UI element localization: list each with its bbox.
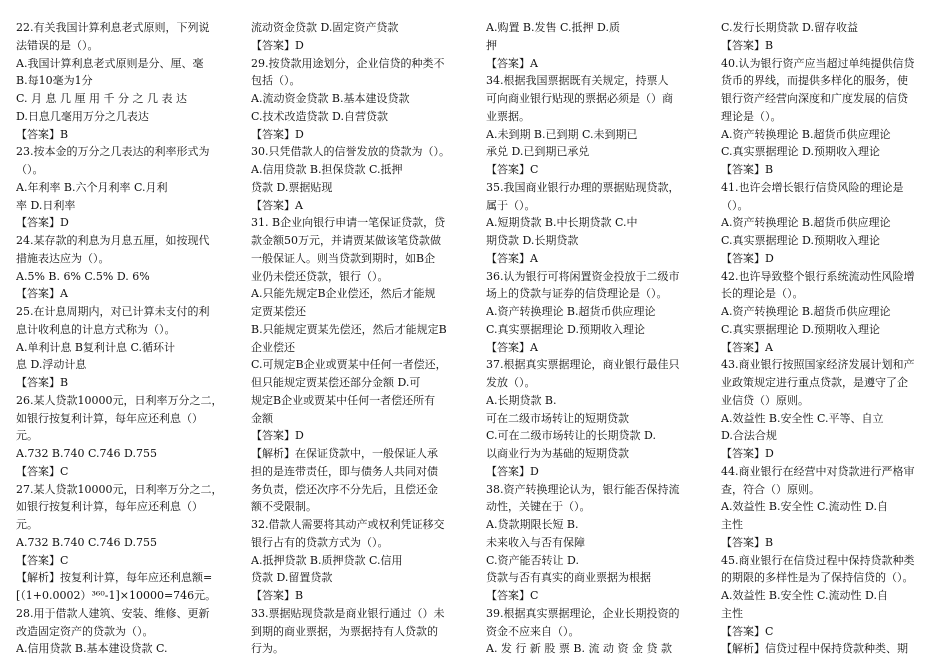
text-line: 【答案】B [251, 589, 304, 602]
text-column-1 [16, 19, 238, 658]
text-line: 【解析】信贷过程中保持贷款种类、期 [721, 642, 908, 656]
text-line: 期贷款 D.长期贷款 [486, 234, 579, 247]
text-line: 企业偿还 [251, 340, 295, 354]
text-line: 业政策规定进行重点贷款，是遵守了企 [721, 376, 908, 389]
text-line: （）。 [16, 163, 44, 176]
text-line: 39.根据真实票据理论，企业长期投资的 [486, 606, 680, 620]
text-line: A.购置 B.发售 C.抵押 D.质 [486, 21, 620, 34]
text-line: 贷款 D.票据贴现 [251, 180, 333, 194]
text-line: 主性 [721, 518, 743, 531]
text-line: 担的是连带责任，即与债务人共同对债 [251, 464, 438, 478]
text-line: 36.认为银行可将闲置资金投放于二级市 [486, 269, 680, 283]
text-line: 45.商业银行在信贷过程中保持贷款种类 [721, 553, 915, 567]
text-line: 规定B企业或贾某中任何一者偿还所有 [251, 393, 436, 407]
text-line: 37.根据真实票据理论，商业银行最佳只 [486, 358, 680, 372]
text-line: 流动资金贷款 D.固定资产贷款 [251, 21, 399, 34]
text-line: C.真实票据理论 D.预期收入理论 [721, 145, 880, 159]
text-line: 【答案】D [721, 447, 774, 460]
text-line: 法错误的是（）。 [16, 38, 99, 52]
text-line: 如银行按复利计算，每年应还利息（） [16, 500, 203, 514]
text-line: 业票据。 [486, 109, 530, 123]
text-line: 元。 [16, 429, 38, 443]
text-line: 业仍未偿还贷款，银行（）。 [251, 269, 389, 283]
text-column-2 [251, 19, 473, 658]
text-line: 理论是（）。 [721, 109, 782, 123]
text-line: 货币的界线，而提供多样化的服务，使 [721, 74, 908, 88]
text-line: A.资产转换理论 B.超货币供应理论 [721, 305, 891, 318]
text-line: 【答案】D [16, 216, 69, 230]
text-line: （）。 [721, 198, 749, 212]
text-line: 28.用于借款人建筑、安装、维修、更新 [16, 606, 210, 620]
text-line: A.长期贷款 B. [486, 393, 557, 407]
text-line: 行为。 [251, 642, 284, 656]
text-line: 场上的贷款与证券的信贷理论是（）。 [486, 287, 668, 301]
text-line: 【答案】A [16, 287, 68, 301]
text-line: 【答案】B [721, 163, 774, 176]
text-line: 息 D.浮动计息 [16, 358, 87, 372]
text-line: 银行占有的贷款方式为（）。 [251, 535, 389, 549]
text-line: A.信用贷款 B.担保贷款 C.抵押 [251, 163, 403, 176]
text-line: A.效益性 B.安全性 C.流动性 D.自 [721, 500, 888, 514]
text-line: 发放（）。 [486, 376, 536, 389]
text-line: 包括（）。 [251, 74, 301, 88]
text-line: C.真实票据理论 D.预期收入理论 [721, 322, 880, 336]
text-line: 贷款与否有真实的商业票据为根据 [486, 571, 651, 585]
text-line: 金额 [251, 411, 273, 425]
text-line: 可向商业银行贴现的票据必须是（）商 [486, 92, 673, 105]
text-line: C.真实票据理论 D.预期收入理论 [721, 234, 880, 247]
text-line: 44.商业银行在经营中对贷款进行严格审 [721, 464, 915, 478]
text-line: A.效益性 B.安全性 C.流动性 D.自 [721, 589, 888, 602]
text-line: 【答案】B [721, 38, 774, 52]
text-line: A.抵押贷款 B.质押贷款 C.信用 [251, 553, 403, 567]
text-line: 定贾某偿还 [251, 305, 306, 318]
text-line: C.资产能否转让 D. [486, 553, 579, 567]
text-line: 29.按贷款用途划分，企业信贷的种类不 [251, 56, 445, 70]
text-line: 息计收利息的计息方式称为（）。 [16, 322, 176, 336]
text-line: 23.按本金的万分之几表达的利率形式为 [16, 145, 210, 159]
text-line: A.流动资金贷款 B.基本建设贷款 [251, 92, 410, 105]
text-line: A.732 B.740 C.746 D.755 [16, 535, 157, 549]
text-line: A. 发 行 新 股 票 B. 流 动 资 金 贷 款 [486, 642, 672, 656]
text-line: C.技术改造贷款 D.自营贷款 [251, 109, 388, 123]
text-line: 以商业行为为基础的短期贷款 [486, 447, 629, 460]
text-line: 押 [486, 38, 497, 52]
text-line: 【答案】B [16, 376, 69, 389]
text-line: 查，符合（）原则。 [721, 482, 820, 496]
text-line: 元。 [16, 518, 38, 531]
text-line: 【答案】C [721, 624, 774, 638]
text-line: A.732 B.740 C.746 D.755 [16, 447, 157, 460]
text-line: 款金额50万元，并请贾某做该笔贷款做 [251, 234, 441, 247]
text-line: 42.也许导致整个银行系统流动性风险增 [721, 269, 915, 283]
text-line: 31. B企业向银行申请一笔保证贷款，贷 [251, 216, 446, 230]
text-line: 【答案】D [251, 38, 304, 52]
text-line: 【答案】A [486, 251, 538, 265]
text-line: 承兑 D.已到期已承兑 [486, 145, 590, 159]
text-line: B.只能规定贾某先偿还，然后才能规定B [251, 322, 447, 336]
text-line: 35.我国商业银行办理的票据贴现贷款， [486, 180, 680, 194]
text-line: 27.某人贷款10000元，日利率万分之二， [16, 482, 223, 496]
text-line: D.合法合规 [721, 429, 777, 443]
text-line: 41.也许会增长银行信贷风险的理论是 [721, 180, 904, 194]
text-line: 一般保证人。则当贷款到期时，如B企 [251, 251, 436, 265]
text-line: C. 月 息 几 厘 用 千 分 之 几 表 达 [16, 92, 187, 105]
text-line: 25.在计息周期内，对已计算未支付的利 [16, 305, 210, 318]
text-line: 【答案】C [16, 553, 69, 567]
text-line: 40.认为银行资产应当超过单纯提供信贷 [721, 56, 915, 70]
text-line: C.发行长期贷款 D.留存收益 [721, 21, 858, 34]
text-line: 银行资产经营向深度和广度发展的信贷 [721, 92, 908, 105]
text-line: 24.某存款的利息为月息五厘，如按现代 [16, 234, 210, 247]
text-line: 【答案】A [486, 340, 538, 354]
text-line: 务负责，偿还次序不分先后，且偿还金 [251, 482, 438, 496]
text-line: 【答案】A [721, 340, 773, 354]
text-line: A.资产转换理论 B.超货币供应理论 [486, 305, 656, 318]
text-line: 动性，关键在于（）。 [486, 500, 591, 514]
text-line: A.只能先规定B企业偿还，然后才能规 [251, 287, 436, 301]
text-line: 额不受限制。 [251, 500, 317, 514]
text-line: [（1+0.0002）³⁶⁰-1]×10000=746元。 [16, 589, 217, 602]
text-line: A.资产转换理论 B.超货币供应理论 [721, 216, 891, 230]
text-line: A.我国计算利息老式原则是分、厘、毫 [16, 56, 204, 70]
text-line: 43.商业银行按照国家经济发展计划和产 [721, 358, 915, 372]
text-line: 【答案】C [486, 589, 539, 602]
text-line: 【答案】A [251, 198, 303, 212]
text-column-3 [486, 19, 708, 658]
text-line: 【解析】按复利计算，每年应还利息额= [16, 571, 213, 585]
text-line: A.单利计息 B复利计息 C.循环计 [16, 340, 176, 354]
text-line: 33.票据贴现贷款是商业银行通过（）未 [251, 606, 445, 620]
text-line: 长的理论是（）。 [721, 287, 804, 301]
text-line: 资金不应来自（）。 [486, 624, 580, 638]
text-line: 属于（）。 [486, 198, 536, 212]
text-line: A.资产转换理论 B.超货币供应理论 [721, 127, 891, 141]
text-line: 贷款 D.留置贷款 [251, 571, 333, 585]
text-line: A.贷款期限长短 B. [486, 518, 579, 531]
text-line: 34.根据我国票据既有关规定，持票人 [486, 74, 669, 88]
text-line: 未来收入与否有保障 [486, 535, 585, 549]
text-line: 改造固定资产的贷款为（）。 [16, 624, 154, 638]
text-line: 业信贷（）原则。 [721, 393, 809, 407]
text-line: 【答案】A [486, 56, 538, 70]
text-line: 【答案】D [251, 127, 304, 141]
text-line: A.5% B. 6% C.5% D. 6% [16, 269, 150, 283]
text-line: 主性 [721, 606, 743, 620]
text-line: A.年利率 B.六个月利率 C.月利 [16, 180, 168, 194]
text-line: A.效益性 B.安全性 C.平等、自立 [721, 411, 884, 425]
text-line: 32.借款人需要将其动产或权利凭证移交 [251, 518, 445, 531]
text-line: A.信用贷款 B.基本建设贷款 C. [16, 642, 168, 656]
text-line: A.未到期 B.已到期 C.未到期已 [486, 127, 638, 141]
text-line: B.每10毫为1分 [16, 74, 93, 88]
text-line: 如银行按复利计算，每年应还利息（） [16, 411, 203, 425]
text-line: 但只能规定贾某偿还部分金额 D.可 [251, 376, 421, 389]
text-line: C.可在二级市场转让的长期贷款 D. [486, 429, 656, 443]
text-line: 【答案】D [251, 429, 304, 443]
text-line: D.日息几毫用万分之几表达 [16, 109, 149, 123]
text-line: 【答案】B [721, 535, 774, 549]
text-line: 措施表达应为（）。 [16, 251, 110, 265]
text-line: 【答案】C [16, 464, 69, 478]
text-line: 30.只凭借款人的信誉发放的贷款为（）。 [251, 145, 450, 159]
text-line: 【解析】在保证贷款中，一般保证人承 [251, 447, 438, 460]
text-line: 率 D.日利率 [16, 198, 76, 212]
text-line: 【答案】C [486, 163, 539, 176]
text-line: 到期的商业票据，为票据持有人贷款的 [251, 624, 438, 638]
text-line: 【答案】B [16, 127, 69, 141]
text-line: 22.有关我国计算利息老式原则，下列说 [16, 21, 210, 34]
text-line: 【答案】D [721, 251, 774, 265]
text-line: 的期限的多样性是为了保持信贷的（）。 [721, 571, 914, 585]
text-line: 38.资产转换理论认为，银行能否保持流 [486, 482, 680, 496]
text-column-4 [721, 19, 943, 658]
text-line: 26.某人贷款10000元，日利率万分之二， [16, 393, 223, 407]
text-line: 可在二级市场转让的短期贷款 [486, 411, 629, 425]
text-line: A.短期贷款 B.中长期贷款 C.中 [486, 216, 638, 230]
text-line: 【答案】D [486, 464, 539, 478]
text-line: C.可规定B企业或贾某中任何一者偿还， [251, 358, 447, 372]
text-line: C.真实票据理论 D.预期收入理论 [486, 322, 645, 336]
